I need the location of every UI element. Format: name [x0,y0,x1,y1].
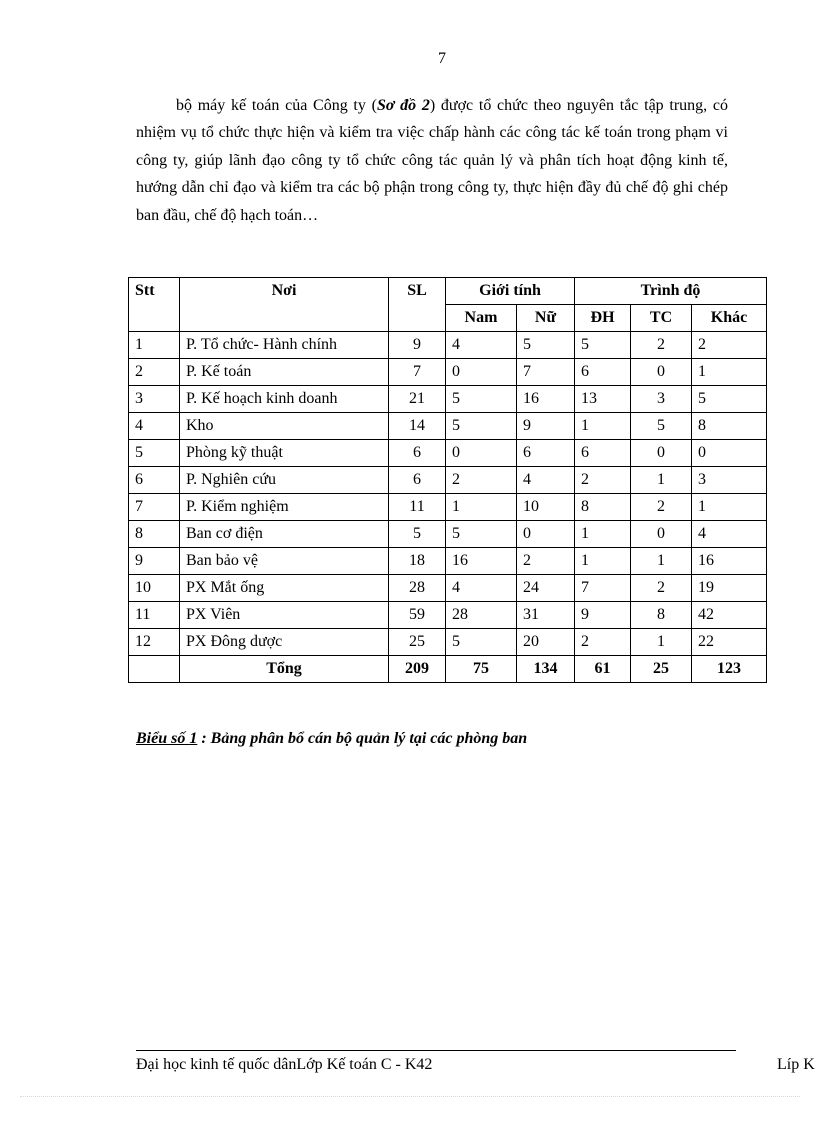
cell-sl: 59 [389,602,446,629]
cell-nu: 16 [517,386,575,413]
cell-sl: 25 [389,629,446,656]
cell-dh: 2 [575,467,631,494]
total-stt-cell [129,656,180,683]
cell-sl: 6 [389,467,446,494]
cell-sl: 6 [389,440,446,467]
cell-dh: 7 [575,575,631,602]
cell-noi: Ban cơ điện [180,521,389,548]
cell-dh: 6 [575,359,631,386]
cell-khac: 3 [692,467,767,494]
staff-distribution-table [128,277,767,683]
table-row [129,629,767,656]
cell-khac: 19 [692,575,767,602]
total-nu: 134 [517,656,575,683]
cell-khac: 2 [692,332,767,359]
cell-noi: P. Tổ chức- Hành chính [180,332,389,359]
cell-noi: P. Kế hoạch kinh doanh [180,386,389,413]
cell-stt: 5 [129,440,180,467]
cell-dh: 8 [575,494,631,521]
total-sl: 209 [389,656,446,683]
caption-number: 1 [189,730,198,747]
cell-tc: 2 [631,494,692,521]
cell-dh: 13 [575,386,631,413]
cell-stt: 4 [129,413,180,440]
total-tc: 25 [631,656,692,683]
header-stt: Stt [129,278,180,332]
table-row [129,386,767,413]
cell-dh: 1 [575,548,631,575]
caption-prefix: Biểu số [136,730,190,747]
cell-stt: 12 [129,629,180,656]
cell-tc: 1 [631,629,692,656]
header-dh: ĐH [575,305,631,332]
cell-stt: 2 [129,359,180,386]
cell-nam: 0 [446,440,517,467]
header-sl: SL [389,278,446,332]
cell-dh: 1 [575,413,631,440]
cell-nam: 16 [446,548,517,575]
cell-nam: 4 [446,332,517,359]
footer-right-text: Líp K [777,1056,815,1073]
total-dh: 61 [575,656,631,683]
cell-stt: 3 [129,386,180,413]
cell-noi: PX Đông dược [180,629,389,656]
cell-nam: 5 [446,413,517,440]
cell-noi: P. Nghiên cứu [180,467,389,494]
cell-dh: 1 [575,521,631,548]
cell-nam: 4 [446,575,517,602]
cell-tc: 2 [631,575,692,602]
header-nu: Nữ [517,305,575,332]
cell-tc: 0 [631,521,692,548]
cell-stt: 6 [129,467,180,494]
cell-nam: 5 [446,386,517,413]
footer-divider [136,1050,736,1051]
page-number: 7 [438,50,446,67]
cell-tc: 1 [631,548,692,575]
cell-sl: 18 [389,548,446,575]
cell-khac: 1 [692,494,767,521]
cell-khac: 1 [692,359,767,386]
cell-noi: P. Kế toán [180,359,389,386]
cell-nam: 28 [446,602,517,629]
table-row [129,575,767,602]
cell-nu: 31 [517,602,575,629]
cell-tc: 8 [631,602,692,629]
cell-stt: 1 [129,332,180,359]
table-row [129,359,767,386]
table-row [129,440,767,467]
cell-stt: 9 [129,548,180,575]
cell-khac: 16 [692,548,767,575]
cell-sl: 21 [389,386,446,413]
table-row [129,467,767,494]
total-nam: 75 [446,656,517,683]
header-trinh-do: Trình độ [575,278,767,305]
cell-tc: 1 [631,467,692,494]
cell-nam: 0 [446,359,517,386]
cell-nu: 4 [517,467,575,494]
cell-nu: 20 [517,629,575,656]
cell-noi: PX Viên [180,602,389,629]
paragraph-text-before: bộ máy kế toán của Công ty ( [176,97,377,114]
total-khac: 123 [692,656,767,683]
paragraph-text-after: ) được tổ chức theo nguyên tắc tập trung, có nhiệm vụ tổ chức thực hiện và kiểm tra việc chấp hành các công tác kế toán trong phạm vi công ty, giúp lãnh đạo công ty tổ chức công tác quản lý và phân tích hoạt động kinh tế, hướng dẫn chỉ đạo và kiểm tra các bộ phận trong công ty, thực hiện đầy đủ chế độ ghi chép ban đầu, chế độ hạch toán… [136,97,729,224]
paragraph-emphasis: Sơ đồ 2 [376,97,430,114]
table-header-row [129,278,767,305]
cell-stt: 11 [129,602,180,629]
cell-nu: 2 [517,548,575,575]
cell-khac: 4 [692,521,767,548]
table-total-row [129,656,767,683]
cell-nu: 9 [517,413,575,440]
header-gioi-tinh: Giới tính [446,278,575,305]
cell-nam: 1 [446,494,517,521]
cell-tc: 5 [631,413,692,440]
cell-stt: 10 [129,575,180,602]
table-row [129,332,767,359]
cell-nu: 10 [517,494,575,521]
cell-khac: 8 [692,413,767,440]
cell-noi: Ban bảo vệ [180,548,389,575]
cell-dh: 5 [575,332,631,359]
cell-tc: 0 [631,440,692,467]
body-paragraph [136,92,728,229]
cell-khac: 0 [692,440,767,467]
cell-khac: 22 [692,629,767,656]
cell-sl: 14 [389,413,446,440]
cell-noi: PX Mắt ống [180,575,389,602]
cell-dh: 6 [575,440,631,467]
cell-nu: 5 [517,332,575,359]
cell-tc: 2 [631,332,692,359]
table-row [129,602,767,629]
total-label: Tổng [180,656,389,683]
header-nam: Nam [446,305,517,332]
cell-sl: 5 [389,521,446,548]
cell-nu: 24 [517,575,575,602]
table-row [129,494,767,521]
footer-left-text: Đại học kinh tế quốc dânLớp Kế toán C - K42 [136,1056,433,1073]
header-tc: TC [631,305,692,332]
page-bottom-dotted-line [20,1096,800,1097]
cell-stt: 8 [129,521,180,548]
header-noi: Nơi [180,278,389,332]
cell-nu: 7 [517,359,575,386]
cell-nu: 0 [517,521,575,548]
cell-nam: 5 [446,629,517,656]
cell-sl: 7 [389,359,446,386]
cell-noi: Phòng kỹ thuật [180,440,389,467]
cell-dh: 9 [575,602,631,629]
cell-sl: 11 [389,494,446,521]
cell-noi: P. Kiểm nghiệm [180,494,389,521]
table-caption [136,730,527,748]
cell-nam: 5 [446,521,517,548]
cell-sl: 28 [389,575,446,602]
table-row [129,413,767,440]
cell-khac: 42 [692,602,767,629]
cell-nam: 2 [446,467,517,494]
table-row [129,548,767,575]
caption-text: : Bảng phân bổ cán bộ quản lý tại các phòng ban [197,730,528,747]
cell-nu: 6 [517,440,575,467]
cell-dh: 2 [575,629,631,656]
cell-sl: 9 [389,332,446,359]
header-khac: Khác [692,305,767,332]
table-body [129,332,767,656]
cell-noi: Kho [180,413,389,440]
cell-tc: 0 [631,359,692,386]
cell-tc: 3 [631,386,692,413]
cell-stt: 7 [129,494,180,521]
cell-khac: 5 [692,386,767,413]
table-row [129,521,767,548]
